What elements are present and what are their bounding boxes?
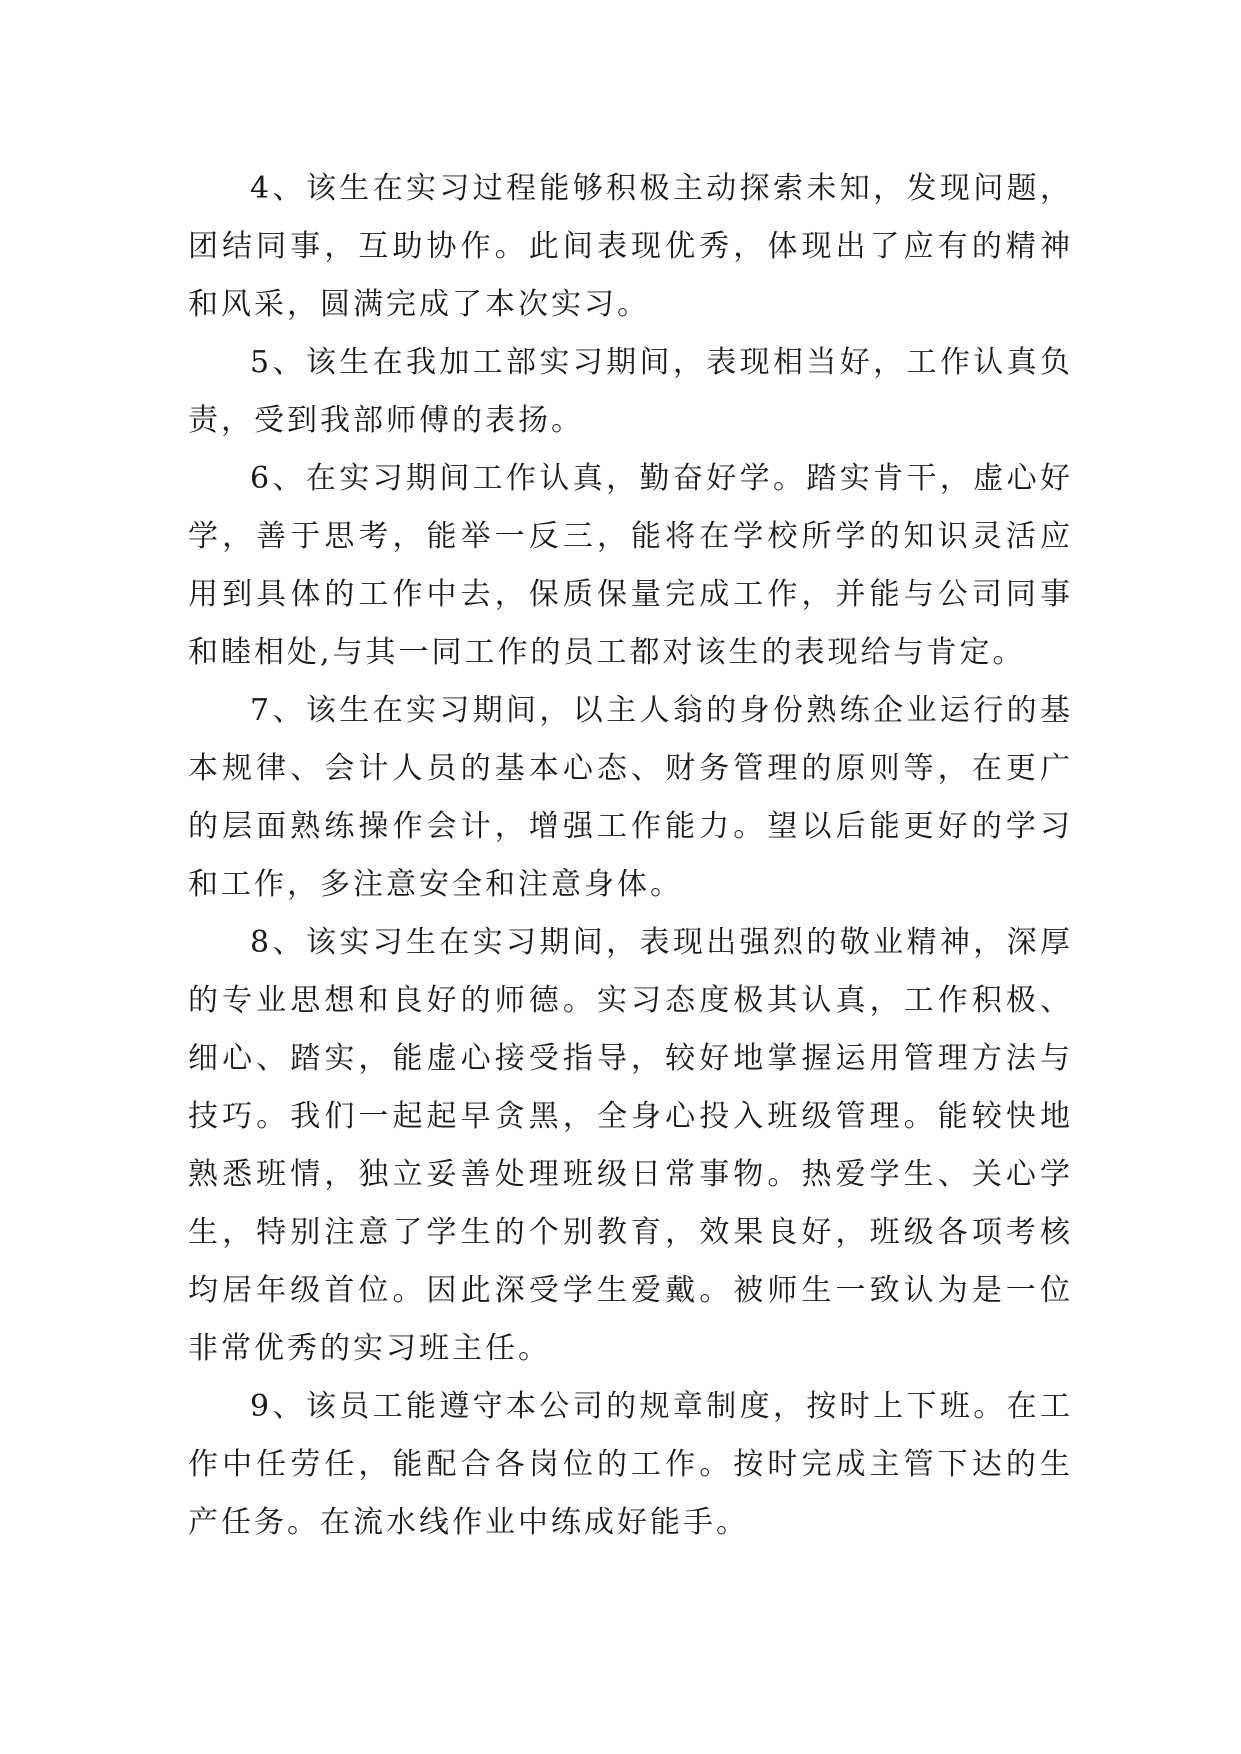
paragraph-4: 4、该生在实习过程能够积极主动探索未知，发现问题，团结同事，互助协作。此间表现优秀，体现出了应有的精神和风采，圆满完成了本次实习。 — [188, 171, 1073, 322]
paragraph-5: 5、该生在我加工部实习期间，表现相当好，工作认真负责，受到我部师傅的表扬。 — [188, 345, 1073, 438]
paragraph-9: 9、该员工能遵守本公司的规章制度，按时上下班。在工作中任劳任，能配合各岗位的工作。按时完成主管下达的生产任务。在流水线作业中练成好能手。 — [188, 1389, 1073, 1540]
paragraph-8: 8、该实习生在实习期间，表现出强烈的敬业精神，深厚的专业思想和良好的师德。实习态度极其认真，工作积极、细心、踏实，能虚心接受指导，较好地掌握运用管理方法与技巧。我们一起起早贪黑，全身心投入班级管理。能较快地熟悉班情，独立妥善处理班级日常事物。热爱学生、关心学生，特别注意了学生的个别教育，效果良好，班级各项考核均居年级首位。因此深受学生爱戴。被师生一致认为是一位非常优秀的实习班主任。 — [188, 925, 1073, 1366]
paragraph-7: 7、该生在实习期间，以主人翁的身份熟练企业运行的基本规律、会计人员的基本心态、财务管理的原则等，在更广的层面熟练操作会计，增强工作能力。望以后能更好的学习和工作，多注意安全和注意身体。 — [188, 693, 1073, 902]
paragraph-6: 6、在实习期间工作认真，勤奋好学。踏实肯干，虚心好学，善于思考，能举一反三，能将在学校所学的知识灵活应用到具体的工作中去，保质保量完成工作，并能与公司同事和睦相处,与其一同工作的员工都对该生的表现给与肯定。 — [188, 461, 1073, 670]
document-body — [188, 160, 1073, 1552]
